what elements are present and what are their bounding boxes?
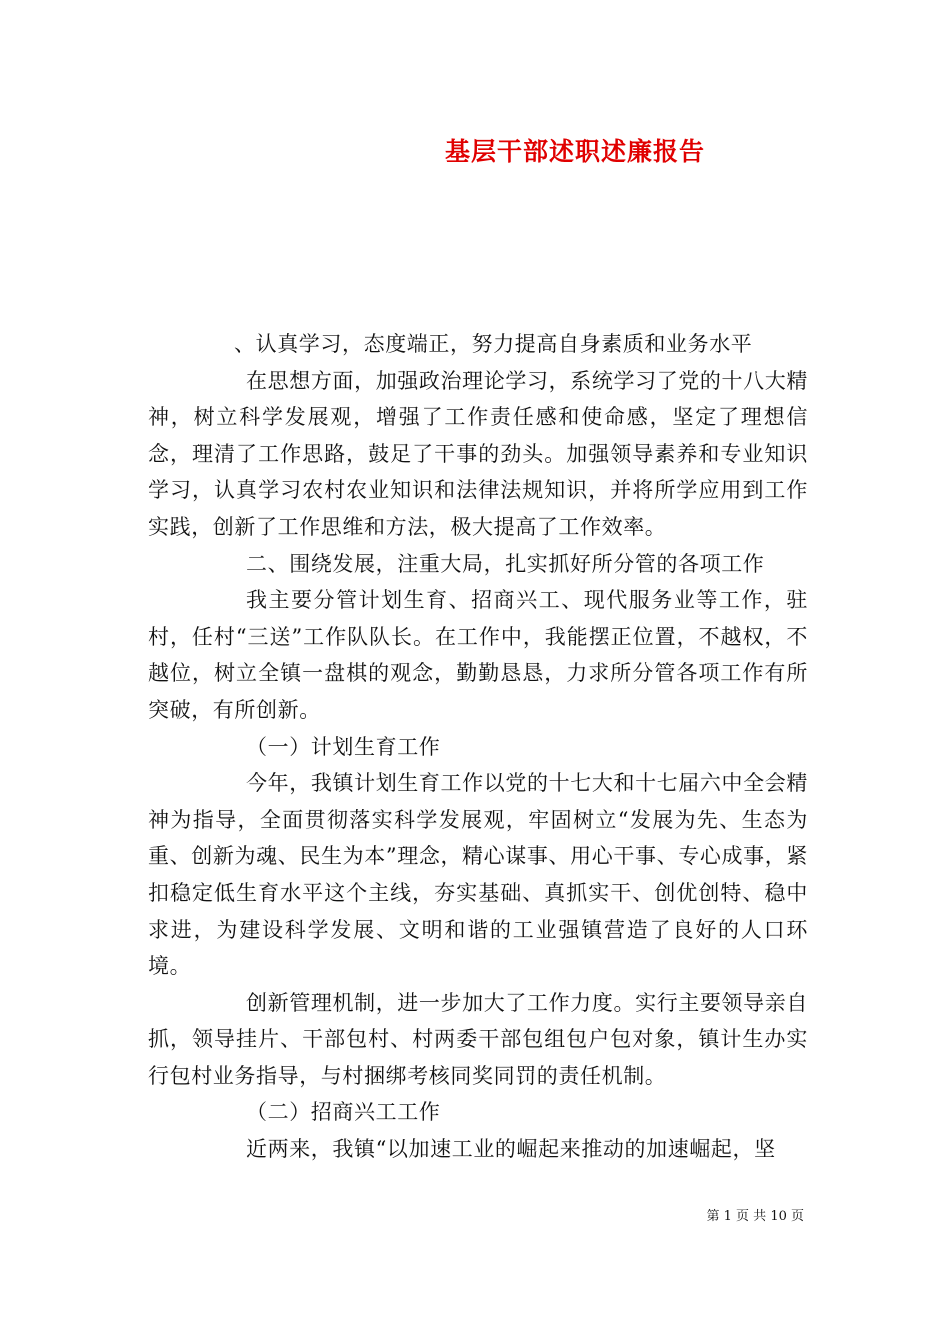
document-body bbox=[148, 326, 808, 1168]
section-heading: 、认真学习，态度端正，努力提高自身素质和业务水平 bbox=[234, 332, 753, 356]
subsection-heading: （二）招商兴工工作 bbox=[246, 1100, 441, 1125]
paragraph: 近两来，我镇“以加速工业的崛起来推动的加速崛起，坚 bbox=[246, 1137, 776, 1162]
section-heading: 二、围绕发展，注重大局，扎实抓好所分管的各项工作 bbox=[246, 551, 765, 576]
page-number: 第 1 页 共 10 页 bbox=[706, 1209, 804, 1224]
paragraph: 我主要分管计划生育、招商兴工、现代服务业等工作，驻村，任村“三送”工作队队长。在工作中，我能摆正位置，不越权，不越位，树立全镇一盘棋的观念，勤勤恳恳，力求所分管各项工作有所突破，有所创新。 bbox=[148, 588, 808, 722]
paragraph: 创新管理机制，进一步加大了工作力度。实行主要领导亲自抓，领导挂片、干部包村、村两委干部包组包户包对象，镇计生办实行包村业务指导，与村捆绑考核同奖同罚的责任机制。 bbox=[148, 990, 808, 1088]
document-title: 基层干部述职述廉报告 bbox=[444, 137, 705, 166]
paragraph: 今年，我镇计划生育工作以党的十七大和十七届六中全会精神为指导，全面贯彻落实科学发展观，牢固树立“发展为先、生态为重、创新为魂、民生为本”理念，精心谋事、用心干事、专心成事，紧扣稳定低生育水平这个主线，夯实基础、真抓实干、创优创特、稳中求进，为建设科学发展、文明和谐的工业强镇营造了良好的人口环境。 bbox=[148, 771, 808, 979]
paragraph: 在思想方面，加强政治理论学习，系统学习了党的十八大精神，树立科学发展观，增强了工作责任感和使命感，坚定了理想信念，理清了工作思路，鼓足了干事的劲头。加强领导素养和专业知识学习，认真学习农村农业知识和法律法规知识，并将所学应用到工作实践，创新了工作思维和方法，极大提高了工作效率。 bbox=[148, 368, 808, 539]
subsection-heading: （一）计划生育工作 bbox=[246, 734, 441, 759]
